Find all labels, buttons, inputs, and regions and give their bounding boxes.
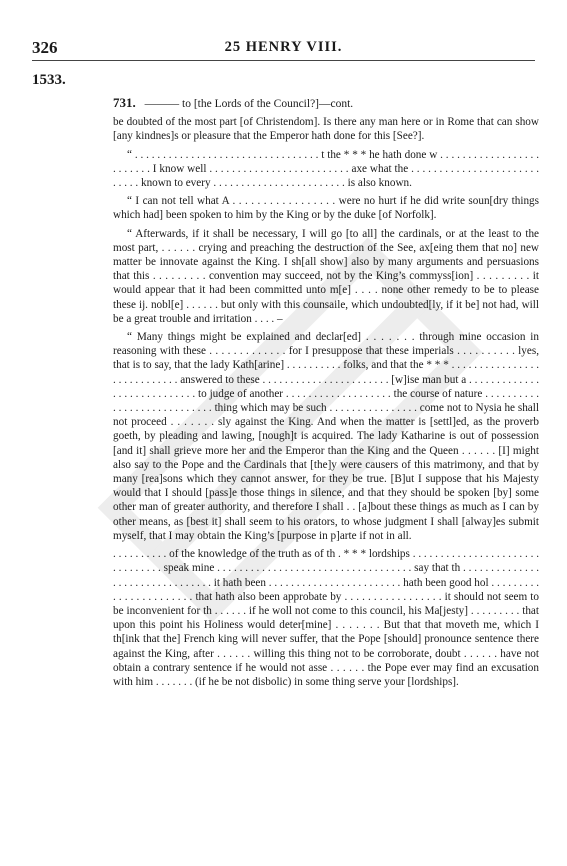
entry-dash: ——— (144, 98, 180, 110)
entry-heading (113, 96, 539, 111)
paragraph: “ . . . . . . . . . . . . . . . . . . . . . . . . . . . . . . . . . t the * * * he hath done w . . . . . . . . . . . . . . . . . . . . . . . . . I know well . . . . . . . . . . . . . . . . . . . . . . . . . axe what the . . . . . . . . . . . . . . . . . . . . . . . . . . . . known to every . . . . . . . . . . . . . . . . . . . . . . . . is also known. (113, 148, 539, 190)
paragraph: “ Many things might be explained and declar[ed] . . . . . . . through mine occasion in reasoning with these . . . . . . . . . . . . . for I presuppose that these imperials . . . . . . . . . . lyes, that is to say, that the lady Kath[arine] . . . . . . . . . . folks, and that the * * * . . . . . . . . . . . . . . . . . . . . . . . . . . . . answered to these . . . . . . . . . . . . . . . . . . . . . . . [w]ise man but a . . . . . . . . . . . . . . . . . . . . . . . . . . . . to judge of another . . . . . . . . . . . . . . . . . . . the course of nature . . . . . . . . . . . . . . . . . . . . . . . . . . . . thing which may be such . . . . . . . . . . . . . . . . come not to Nysia he shall not proceed . . . . . . . sly against the King. And when the matter is [settl]ed, as the proverb goeth, by pleading and lawing, [nough]t is acquired. The lady Katharine is out of possession [and it] shall grieve more her and the Emperor than the King and the Queen . . . . . . [I] might also say to the Pope and the Cardinals that [the]y were causers of this matrimony, and that by many [rea]sons which they cannot answer, for they be true. [B]ut I suppose that his Majesty would that I should [pass]e those things in silence, and that they should be spoken [by] some other man of greater authority, and therefore I shall . . [a]bout these things as much as I can by other means, as [best it] shall seem to his orators, to whose judgment I shall [alway]es submit myself, that I may obtain the King’s [purpose in p]arte if not in all. (113, 331, 539, 542)
document-body (113, 96, 539, 693)
paragraph: . . . . . . . . . . of the knowledge of the truth as of th . * * * lordships . . . . . . . . . . . . . . . . . . . . . . . . . . . . . . . . speak mine . . . . . . . . . . . . . . . . . . . . . . . . . . . . . . . . . . . say that th . . . . . . . . . . . . . . . . . . . . . . . . . . . . . . . . it hath been . . . . . . . . . . . . . . . . . . . . . . . . hath been good hol . . . . . . . . . . . . . . . . . . . . . . . that hath also been approbate by . . . . . . . . . . . . . . . . . it should not seem to be inconvenient for th . . . . . . if he woll not come to this council, his Ma[jesty] . . . . . . . . . that upon this point his Holiness would deter[mine] . . . . . . . But that that moveth me, which I th[ink that the] French king will never suffer, that the Pope [should] pronounce sentence there against the King, after . . . . . . willing this thing not to be corroborate, doubt . . . . . . have not obtain a contrary sentence if he would not asse . . . . . . the Pope ever may find an excusation with him . . . . . . . (if he be not disbolic) in some thing serve your [lordships]. (113, 548, 539, 688)
page-header (32, 38, 535, 61)
entry-heading-text: to [the Lords of the Council?]—cont. (182, 98, 354, 110)
page-number: 326 (32, 38, 58, 57)
paragraph: “ I can not tell what A . . . . . . . . . . . . . . . . . were no hurt if he did write soun[dry things which had] been spoken to him by the King or by the duke [of Norfolk]. (113, 195, 539, 222)
entry-number: 731. (113, 95, 136, 110)
paragraph: “ Afterwards, if it shall be necessary, I will go [to all] the cardinals, or at the least to the most part, . . . . . . crying and preaching the destruction of the See, ax[eing them that no] new matter be innovate against the King. I sh[all show] also by many arguments and persuasions that this . . . . . . . . . convention may succeed, not by the King’s commyss[ion] . . . . . . . . . it would appear that it had been committed unto m[e] . . . . none other remedy to be to please these ij. nobl[e] . . . . . . but only with this counsaile, which undoubted[ly, if it be] not had, will be a great trouble and irritation . . . . – (113, 227, 539, 325)
paragraph: be doubted of the most part [of Christendom]. Is there any man here or in Rome that can show [any kindnes]s or pleasure that the Emperor hath done for this [See?]. (113, 116, 539, 143)
running-title: 25 HENRY VIII. (224, 39, 343, 55)
year-marginal: 1533. (32, 72, 66, 88)
